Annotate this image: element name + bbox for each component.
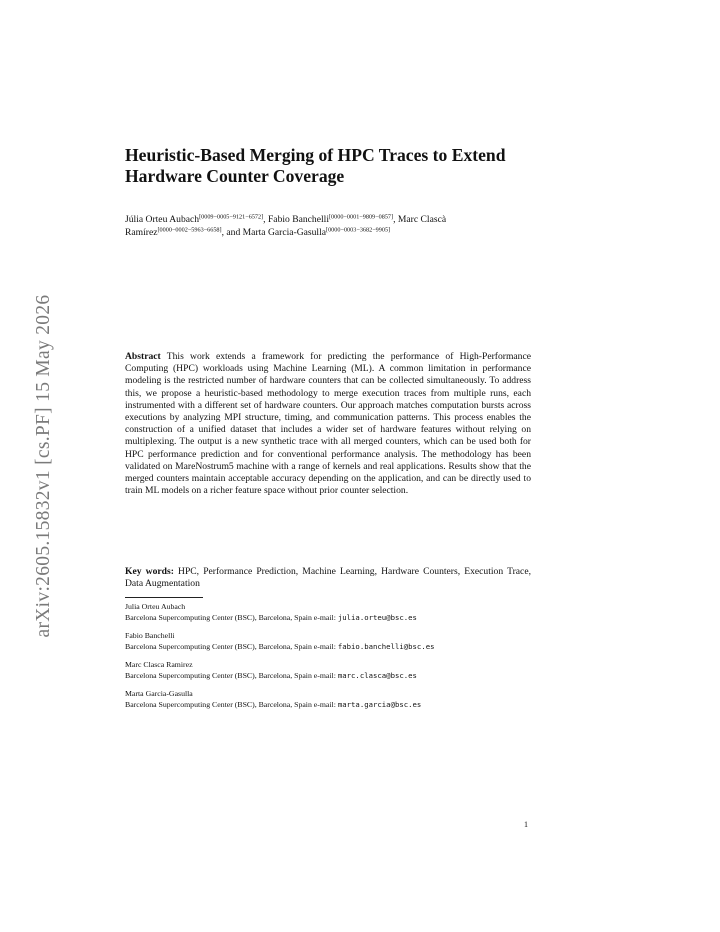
author-name: Fabio Banchelli [267, 214, 329, 225]
email-address[interactable]: fabio.banchelli@bsc.es [337, 641, 435, 651]
page-number: 1 [524, 820, 528, 829]
affiliation-institution: Barcelona Supercomputing Center (BSC), Barcelona, Spain e-mail: [125, 699, 336, 709]
affiliation-author: Marta Garcia-Gasulla [125, 689, 193, 698]
paper-title: Heuristic-Based Merging of HPC Traces to Extend Hardware Counter Coverage [125, 145, 506, 186]
author-orcid: [0000−0002−5963−6658] [157, 226, 222, 234]
author-orcid: [0009−0005−9121−6572] [199, 213, 264, 221]
abstract-text: This work extends a framework for predicting the performance of High-Performance Computing (HPC) workloads using Machine Learning (ML). A common limitation in performance modeling is the restricted number of hardware counters that can be collected simultaneously. To address this, we propose a heuristic-based methodology to merge execution traces from multiple runs, each instrumented with a different set of hardware counters. Our approach matches computation bursts across executions by analyzing MPI structure, timing, and communication patterns. This process enables the construction of a unified dataset that includes a wider set of hardware features without relying on multiplexing. The output is a new synthetic trace with all merged counters, which can be used both for HPC performance prediction and for conventional performance analysis. The methodology has been validated on MareNostrum5 machine with a range of kernels and real applications. Results show that the merged counters maintain acceptable accuracy depending on the application, and can be directly used to train ML models on a richer feature space without prior counter selection. [125, 351, 531, 497]
affiliation-entry [125, 660, 545, 681]
affiliation-author: Julia Orteu Aubach [125, 602, 186, 611]
keywords-label: Key words: [125, 566, 174, 577]
affiliation-institution: Barcelona Supercomputing Center (BSC), Barcelona, Spain e-mail: [125, 641, 336, 651]
author-separator: , [263, 214, 268, 225]
affiliation-institution: Barcelona Supercomputing Center (BSC), Barcelona, Spain e-mail: [125, 670, 336, 680]
author-name: Júlia Orteu Aubach [125, 214, 200, 225]
author-name: Marta Garcia-Gasulla [242, 227, 327, 238]
author-list [125, 213, 545, 239]
keywords-text: HPC, Performance Prediction, Machine Learning, Hardware Counters, Execution Trace, Data Augmentation [125, 566, 531, 590]
abstract [125, 351, 531, 497]
email-address[interactable]: julia.orteu@bsc.es [337, 612, 417, 622]
keywords [125, 566, 531, 590]
footnote-divider [125, 597, 203, 598]
email-address[interactable]: marta.garcia@bsc.es [337, 699, 422, 709]
affiliation-entry [125, 602, 545, 623]
arxiv-identifier-stamp: arXiv:2605.15832v1 [cs.PF] 15 May 2026 [33, 294, 54, 638]
email-address[interactable]: marc.clasca@bsc.es [337, 670, 417, 680]
author-name: Marc Clascà Ramírez [125, 214, 447, 238]
affiliation-author: Marc Clasca Ramirez [125, 660, 193, 669]
affiliation-entry [125, 689, 545, 710]
affiliation-entry [125, 631, 545, 652]
abstract-label: Abstract [125, 351, 161, 362]
affiliation-institution: Barcelona Supercomputing Center (BSC), Barcelona, Spain e-mail: [125, 612, 336, 622]
author-separator: , [393, 214, 398, 225]
author-orcid: [0000−0001−9809−0857] [328, 213, 394, 221]
author-orcid: [0000−0003−3682−9905] [326, 226, 391, 234]
affiliation-author: Fabio Banchelli [125, 631, 175, 640]
author-separator: , and [221, 227, 243, 238]
